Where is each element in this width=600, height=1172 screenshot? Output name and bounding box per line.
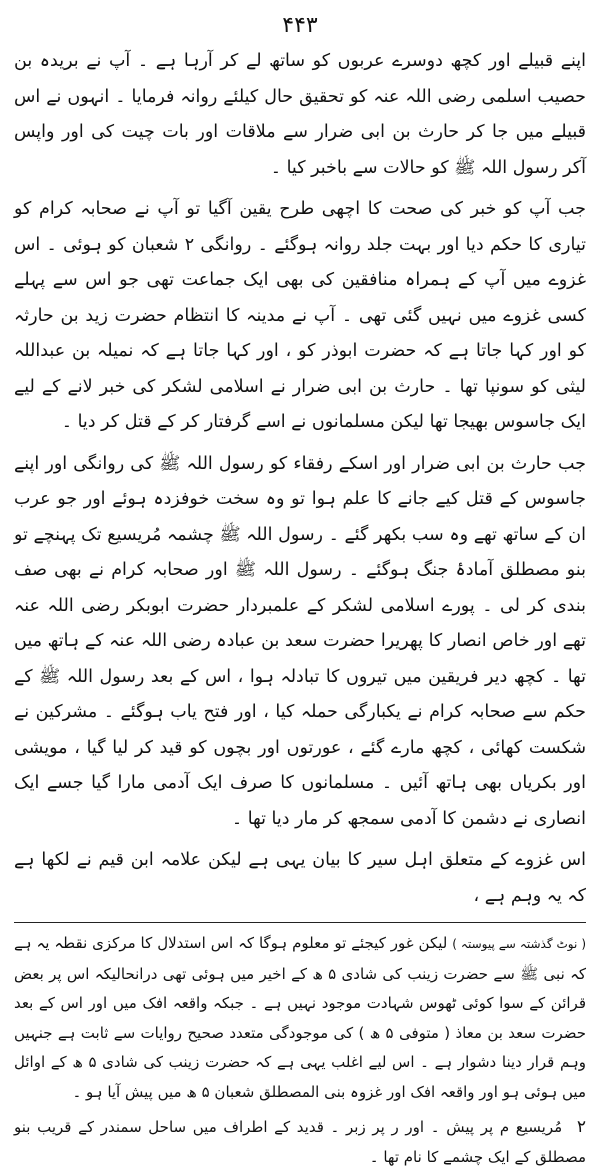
footnote-divider (14, 922, 586, 923)
footnote-continued-label: ( نوٹ گذشتہ سے پیوستہ ) (452, 937, 587, 951)
paragraph-2: جب آپ کو خبر کی صحت کا اچھی طرح یقین آگیا تو آپ نے صحابہ کرام کو تیاری کا حکم دیا اور بہت جلد روانہ ہوگئے ۔ روانگی ۲ شعبان کو ہوئی ۔ اس غزوے میں آپ کے ہمراہ منافقین کی بھی ایک جماعت تھی جو اس سے پہلے کسی غزوے میں نہیں گئی تھی ۔ آپ نے مدینہ کا انتظام حضرت زید بن حارثہ کو اور کہا جاتا ہے کہ حضرت ابوذر کو ، اور کہا جاتا ہے کہ نمیلہ بن عبداللہ لیثی کو سونپا تھا ۔ حارث بن ابی ضرار نے اسلامی لشکر کی خبر لانے کے لیے ایک جاسوس بھیجا تھا لیکن مسلمانوں نے اسے گرفتار کر کے قتل کر دیا ۔ (14, 199, 586, 432)
footnotes-section (14, 929, 586, 1172)
footnote-2-text: مُریسیع م پر پیش ۔ اور ر پر زبر ۔ قدید کے اطراف میں ساحل سمندر کے قریب بنو مصطلق کے ایک چشمے کا نام تھا ۔ (14, 1118, 586, 1166)
footnote-2 (14, 1113, 586, 1172)
main-text (14, 44, 586, 914)
page-number: ۴۴۳ (282, 13, 318, 38)
footnote-1 (14, 929, 586, 1107)
paragraph-1: اپنے قبیلے اور کچھ دوسرے عربوں کو ساتھ لے کر آرہا ہے ۔ آپ نے بریدہ بن حصیب اسلمی رضی اللہ عنہ کو تحقیق حال کیلئے روانہ فرمایا ۔ انہوں نے اس قبیلے میں جا کر حارث بن ابی ضرار سے ملاقات اور بات چیت کی اور واپس آکر رسول اللہ ﷺ کو حالات سے باخبر کیا ۔ (14, 51, 586, 178)
paragraph-4: اس غزوے کے متعلق اہل سیر کا بیان یہی ہے لیکن علامہ ابن قیم نے لکھا ہے کہ یہ وہم ہے ، (14, 850, 586, 906)
footnote-1-text: لیکن غور کیجئے تو معلوم ہوگا کہ اس استدلال کا مرکزی نقطہ یہ ہے کہ نبی ﷺ سے حضرت زینب کی شادی ۵ ھ کے اخیر میں ہوئی تھی درانحالیکہ اس پر بعض قرائن کے سوا کوئی ٹھوس شہادت موجود نہیں ہے ۔ جبکہ واقعہ افک میں اور اس کے بعد حضرت سعد بن معاذ ( متوفی ۵ ھ ) کی موجودگی متعدد صحیح روایات سے ثابت ہے جنہیں وہم قرار دینا دشوار ہے ۔ اس لیے اغلب یہی ہے کہ حضرت زینب کی شادی ۵ ھ کے اوائل میں ہوئی ہو اور واقعہ افک اور غزوہ بنی المصطلق شعبان ۵ ھ میں پیش آیا ہو ۔ (14, 934, 586, 1101)
paragraph-3: جب حارث بن ابی ضرار اور اسکے رفقاء کو رسول اللہ ﷺ کی روانگی اور اپنے جاسوس کے قتل کیے جانے کا علم ہوا تو وہ سخت خوفزدہ ہوئے اور جو عرب ان کے ساتھ تھے وہ سب بکھر گئے ۔ رسول اللہ ﷺ چشمہ مُریسیع تک پہنچے تو بنو مصطلق آمادۂ جنگ ہوگئے ۔ رسول اللہ ﷺ اور صحابہ کرام نے بھی صف بندی کر لی ۔ پورے اسلامی لشکر کے علمبردار حضرت ابوبکر رضی اللہ عنہ تھے اور خاص انصار کا پھریرا حضرت سعد بن عبادہ رضی اللہ عنہ کے ہاتھ میں تھا ۔ کچھ دیر فریقین میں تیروں کا تبادلہ ہوا ، اس کے بعد رسول اللہ ﷺ کے حکم سے صحابہ کرام نے یکبارگی حملہ کیا ، اور فتح یاب ہوگئے ۔ مشرکین نے شکست کھائی ، کچھ مارے گئے ، عورتوں اور بچوں کو قید کر لیا گیا ، مویشی اور بکریاں بھی ہاتھ آئیں ۔ مسلمانوں کا صرف ایک آدمی مارا گیا جسے ایک انصاری نے دشمن کا آدمی سمجھ کر مار دیا تھا ۔ (14, 453, 586, 829)
footnote-2-marker: ۲ (576, 1117, 587, 1137)
